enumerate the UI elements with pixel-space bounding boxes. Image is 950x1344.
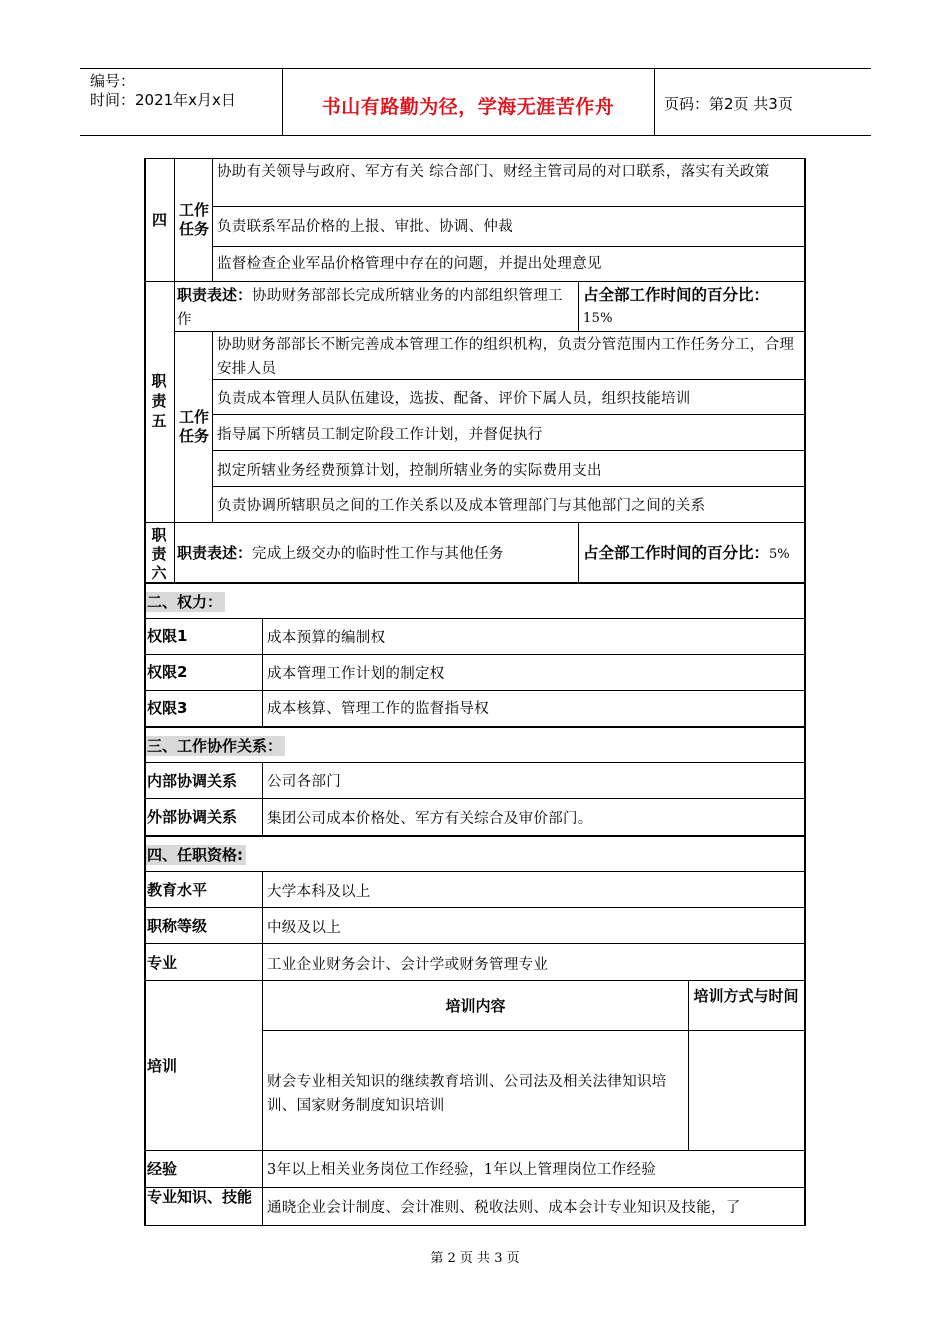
education-label: 教育水平 [147, 881, 208, 899]
header-motto: 书山有路勤为径，学海无涯苦作舟 [321, 96, 615, 118]
duty5-task-3: 指导属下所辖员工制定阶段工作计划，并督促执行 [217, 427, 543, 443]
relation-external-text: 集团公司成本价格处、军方有关综合及审价部门。 [267, 811, 593, 827]
row-line [144, 798, 804, 799]
experience-label: 经验 [147, 1160, 178, 1178]
training-method-header: 培训方式与时间 [693, 987, 799, 1005]
header-bottom-rule [80, 135, 871, 136]
duty5-percent-value: 15% [583, 311, 613, 326]
duty6-statement-text: 完成上级交办的临时性工作与其他任务 [252, 546, 504, 562]
training-label: 培训 [147, 1057, 178, 1075]
duty6-row-label: 职责六 [151, 526, 167, 582]
document-number-label: 编号： [90, 72, 136, 90]
table-top-border [144, 158, 806, 159]
duty6-percent [583, 541, 790, 567]
duty6-percent-value: 5% [769, 547, 790, 562]
row-line [144, 762, 804, 763]
power-2-label: 权限2 [147, 663, 188, 681]
duty5-task-1: 协助财务部部长不断完善成本管理工作的组织机构，负责分管范围内工作任务分工，合理安排人员 [217, 337, 795, 377]
document-date-label: 时间：2021年x月x日 [90, 91, 236, 109]
relation-internal-label: 内部协调关系 [147, 772, 238, 790]
duty6-percent-label: 占全部工作时间的百分比： [583, 544, 770, 562]
duty4-row-label: 四 [151, 211, 167, 229]
header-divider-right [654, 69, 655, 135]
duty5-statement-label: 职责表述： [177, 286, 253, 304]
major-label: 专业 [147, 954, 178, 972]
row-line [144, 943, 804, 944]
row-line [144, 522, 804, 523]
power-2-text: 成本管理工作计划的制定权 [267, 666, 445, 682]
section-powers-title: 二、权力： [146, 592, 225, 612]
row-line [144, 690, 804, 691]
col-divider-task-label-5 [212, 331, 213, 522]
duty4-task-3: 监督检查企业军品价格管理中存在的问题，并提出处理意见 [217, 256, 602, 272]
row-line-thick [144, 582, 806, 584]
education-value: 大学本科及以上 [267, 884, 371, 900]
power-3-label: 权限3 [147, 699, 188, 717]
section-qualifications-title: 四、任职资格: [146, 845, 246, 865]
row-line [212, 450, 804, 451]
col-divider-task-label-4 [212, 158, 213, 281]
page-footer: 第 2 页 共 3 页 [430, 1251, 520, 1266]
row-line [212, 206, 804, 207]
title-level-label: 职称等级 [147, 917, 208, 935]
row-line [144, 618, 804, 619]
col-divider-powers [262, 618, 263, 726]
duty4-tasks-label: 工作任务 [178, 201, 209, 238]
table-left-border [144, 158, 146, 1226]
relation-internal-text: 公司各部门 [267, 774, 341, 790]
col-divider-duty-label [174, 158, 175, 583]
duty5-statement-text: 协助财务部部长完成所辖业务的内部组织管理工作 [177, 288, 563, 328]
row-line [212, 486, 804, 487]
row-line [144, 281, 804, 282]
col-divider-qualifications [262, 871, 263, 1226]
duty5-tasks-label: 工作任务 [178, 408, 209, 445]
power-1-text: 成本预算的编制权 [267, 630, 386, 646]
row-line [212, 246, 804, 247]
duty5-task-4: 拟定所辖业务经费预算计划，控制所辖业务的实际费用支出 [217, 463, 602, 479]
row-line [144, 871, 804, 872]
row-line [144, 654, 804, 655]
skills-label: 专业知识、技能 [147, 1188, 253, 1206]
table-bottom-border [144, 1225, 806, 1226]
row-line [144, 980, 804, 981]
duty5-task-5: 负责协调所辖职员之间的工作关系以及成本管理部门与其他部门之间的关系 [217, 498, 706, 514]
duty5-percent-label: 占全部工作时间的百分比： [583, 286, 770, 304]
duty4-task-1: 协助有关领导与政府、军方有关 综合部门、财经主管司局的对口联系，落实有关政策 [217, 164, 770, 180]
col-divider-training [688, 980, 689, 1150]
major-value: 工业企业财务会计、会计学或财务管理专业 [267, 957, 549, 973]
training-content-value: 财会专业相关知识的继续教育培训、公司法及相关法律知识培训、国家财务制度知识培训 [267, 1074, 667, 1114]
power-3-text: 成本核算、管理工作的监督指导权 [267, 701, 489, 717]
table-right-border [804, 158, 806, 1226]
row-line [262, 1030, 804, 1031]
experience-value: 3年以上相关业务岗位工作经验，1年以上管理岗位工作经验 [267, 1162, 657, 1178]
page-number-label: 页码：第2页 共3页 [664, 95, 793, 113]
row-line [144, 1150, 804, 1151]
row-line-thick [144, 835, 806, 837]
duty5-task-2: 负责成本管理人员队伍建设，选拔、配备、评价下属人员，组织技能培训 [217, 391, 691, 407]
col-divider-percent-6 [578, 522, 579, 583]
col-divider-percent [578, 281, 579, 331]
duty6-statement-label: 职责表述： [177, 544, 253, 562]
training-content-header: 培训内容 [445, 997, 506, 1015]
col-divider-relations [262, 762, 263, 836]
row-line [212, 414, 804, 415]
duty5-row-label: 职责五 [151, 372, 167, 430]
section-relations-title: 三、工作协作关系： [146, 736, 285, 756]
duty5-statement [177, 283, 575, 332]
row-line [144, 907, 804, 908]
power-1-label: 权限1 [147, 627, 188, 645]
relation-external-label: 外部协调关系 [147, 808, 238, 826]
duty6-statement [177, 541, 577, 566]
skills-value: 通晓企业会计制度、会计准则、税收法则、成本会计专业知识及技能，了 [267, 1200, 741, 1216]
row-line-thick [144, 726, 806, 728]
duty4-task-2: 负责联系军品价格的上报、审批、协调、仲裁 [217, 219, 513, 235]
header-top-rule [80, 68, 871, 69]
title-level-value: 中级及以上 [267, 920, 341, 936]
